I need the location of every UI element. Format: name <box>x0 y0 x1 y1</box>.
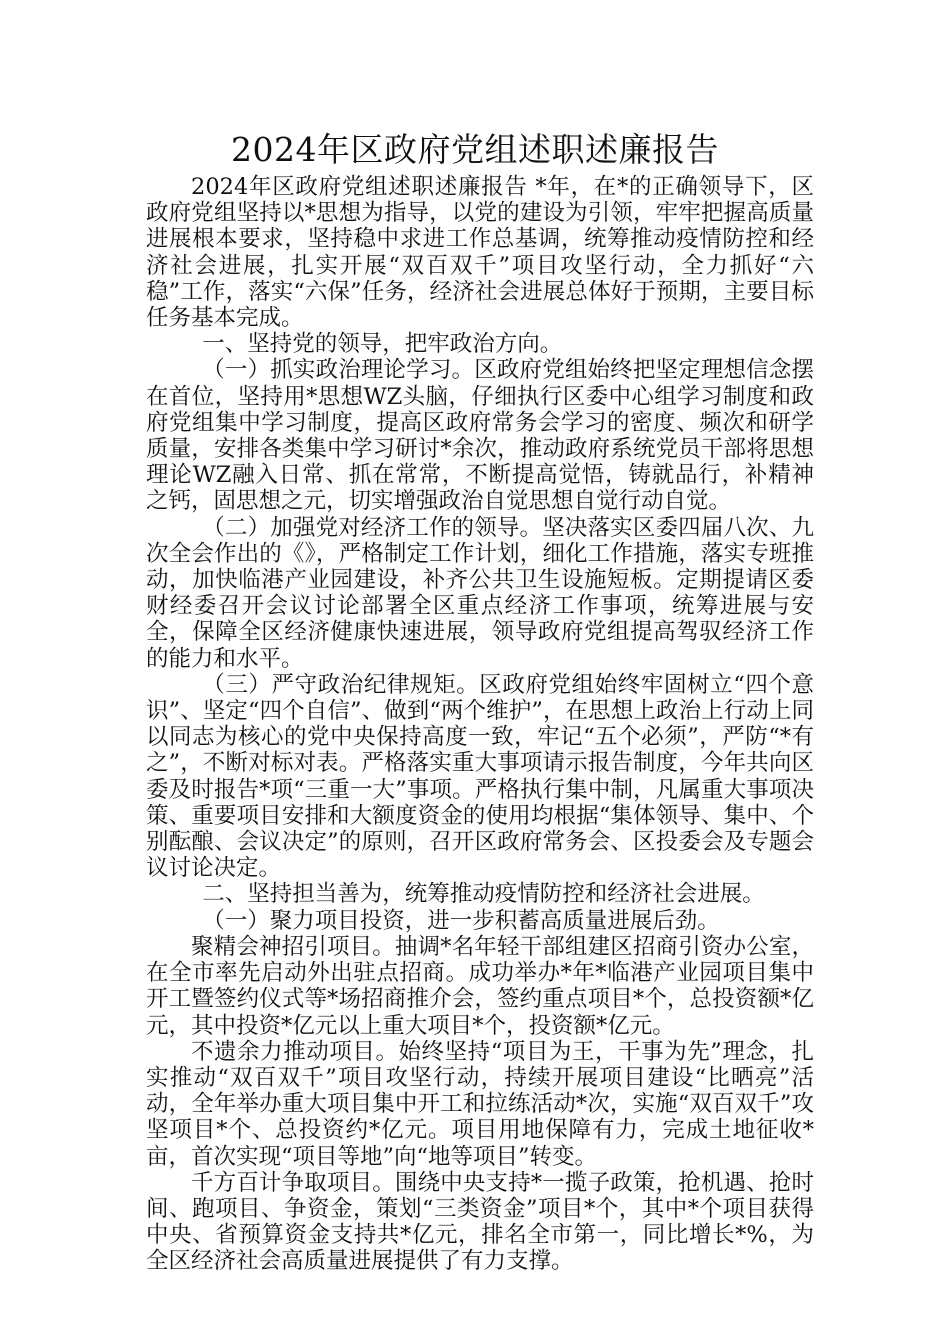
subsection-paragraph: （三）严守政治纪律规矩。区政府党组始终牢固树立“四个意识”、坚定“四个自信”、做到“两个维护”，在思想上政治上行动上同以同志为核心的党中央保持高度一致，牢记“五个必须”，严防“*有之”，不断对标对表。严格落实重大事项请示报告制度，今年共向区委及时报告*项“三重一大”事项。严格执行集中制，凡属重大事项决策、重要项目安排和大额度资金的使用均根据“集体领导、集中、个别酝酿、会议决定”的原则，召开区政府常务会、区投委会及专题会议讨论决定。 <box>146 671 814 882</box>
subsection-paragraph: （一）聚力项目投资，进一步积蓄高质量进展后劲。 <box>202 907 720 934</box>
section-heading: 一、坚持党的领导，把牢政治方向。 <box>202 331 563 358</box>
subsection-paragraph: （一）抓实政治理论学习。区政府党组始终把坚定理想信念摆在首位，坚持用*思想WZ头脑，仔细执行区委中心组学习制度和政府党组集中学习制度，提高区政府常务会学习的密度、频次和研学质量，安排各类集中学习研讨*余次，推动政府系统党员干部将思想理论WZ融入日常、抓在常常，不断提高觉悟，铸就品行，补精神之钙，固思想之元，切实增强政治自觉思想自觉行动自觉。 <box>146 357 814 515</box>
document-title: 2024年区政府党组述职述廉报告 <box>231 130 719 169</box>
body-paragraph: 聚精会神招引项目。抽调*名年轻干部组建区招商引资办公室，在全市率先启动外出驻点招商。成功举办*年*临港产业园项目集中开工暨签约仪式等*场招商推介会，签约重点项目*个，总投资额*亿元，其中投资*亿元以上重大项目*个，投资额*亿元。 <box>146 933 814 1039</box>
document-body <box>146 174 814 1275</box>
body-paragraph: 不遗余力推动项目。始终坚持“项目为王，干事为先”理念，扎实推动“双百双千”项目攻坚行动，持续开展项目建设“比晒亮”活动，全年举办重大项目集中开工和拉练活动*次，实施“双百双千”攻坚项目*个、总投资约*亿元。项目用地保障有力，完成土地征收*亩，首次实现“项目等地”向“地等项目”转变。 <box>146 1038 814 1170</box>
section-heading: 二、坚持担当善为，统筹推动疫情防控和经济社会进展。 <box>202 881 765 908</box>
body-paragraph: 2024年区政府党组述职述廉报告 *年，在*的正确领导下，区政府党组坚持以*思想为指导，以党的建设为引领，牢牢把握高质量进展根本要求，坚持稳中求进工作总基调，统筹推动疫情防控和经济社会进展，扎实开展“双百双千”项目攻坚行动，全力抓好“六稳”工作，落实“六保”任务，经济社会进展总体好于预期，主要目标任务基本完成。 <box>146 174 814 332</box>
subsection-paragraph: （二）加强党对经济工作的领导。坚决落实区委四届八次、九次全会作出的《》，严格制定工作计划，细化工作措施，落实专班推动，加快临港产业园建设，补齐公共卫生设施短板。定期提请区委财经委召开会议讨论部署全区重点经济工作事项，统筹进展与安全，保障全区经济健康快速进展，领导政府党组提高驾驭经济工作的能力和水平。 <box>146 514 814 672</box>
body-paragraph: 千方百计争取项目。围绕中央支持*一揽子政策，抢机遇、抢时间、跑项目、争资金，策划“三类资金”项目*个，其中*个项目获得中央、省预算资金支持共*亿元，排名全市第一，同比增长*%，为全区经济社会高质量进展提供了有力支撑。 <box>146 1169 814 1275</box>
